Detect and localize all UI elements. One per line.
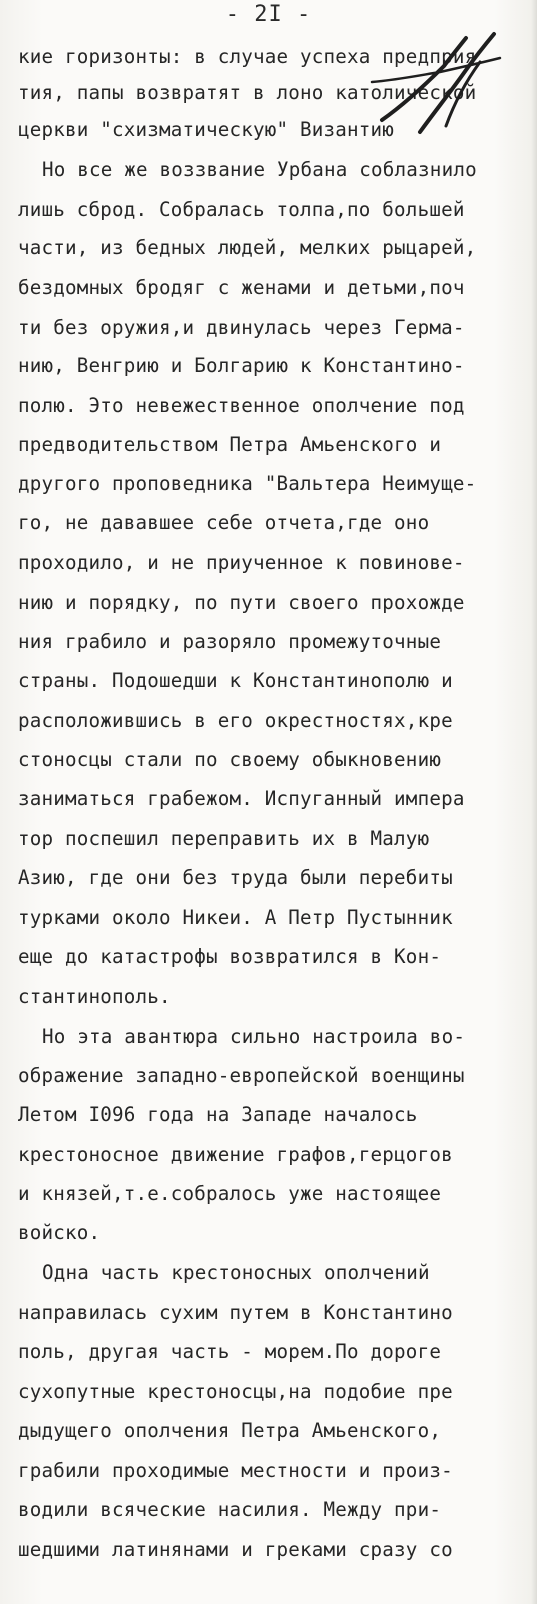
text-line: бездомных бродяг с женами и детьми,поч — [18, 276, 465, 299]
text-line: Летом I096 года на Западе началось — [18, 1103, 418, 1126]
text-line: предводительством Петра Амьенского и — [18, 433, 442, 456]
text-line: Одна часть крестоносных ополчений — [42, 1261, 430, 1284]
text-line: и князей,т.е.собралось уже настоящее — [18, 1182, 442, 1205]
text-line: поль, другая часть - морем.По дороге — [18, 1340, 442, 1363]
text-line: заниматься грабежом. Испуганный импера — [18, 787, 465, 810]
text-line: сухопутные крестоносцы,на подобие пре — [18, 1380, 453, 1403]
text-line: Азию, где они без труда были перебиты — [18, 866, 453, 889]
text-line: нию, Венгрию и Болгарию к Константино- — [18, 354, 465, 377]
text-line: нию и порядку, по пути своего прохожде — [18, 591, 465, 614]
text-line: направилась сухим путем в Константино — [18, 1301, 453, 1324]
text-line: дыдущего ополчения Петра Амьенского, — [18, 1419, 442, 1442]
text-line: турками около Никеи. А Петр Пустынник — [18, 906, 453, 929]
text-line: тия, папы возвратят в лоно католической — [18, 81, 477, 104]
text-line: еще до катастрофы возвратился в Кон- — [18, 945, 442, 968]
text-line: грабили проходимые местности и произ- — [18, 1459, 453, 1482]
text-line: другого проповедника "Вальтера Неимуще- — [18, 472, 477, 495]
text-line: расположившись в его окрестностях,кре — [18, 709, 453, 732]
text-line: кие горизонты: в случае успеха предприя — [18, 45, 477, 68]
text-line: полю. Это невежественное ополчение под — [18, 394, 465, 417]
text-line: Но эта авантюра сильно настроила во- — [42, 1025, 466, 1048]
text-line: водили всяческие насилия. Между при- — [18, 1498, 442, 1521]
text-line: церкви "схизматическую" Византию — [18, 118, 395, 141]
text-line: лишь сброд. Собралась толпа,по большей — [18, 198, 465, 221]
text-line: стоносцы стали по своему обыкновению — [18, 748, 442, 771]
text-line: ображение западно-европейской военщины — [18, 1064, 465, 1087]
page-edge-shadow — [531, 0, 537, 1604]
text-line: шедшими латинянами и греками сразу со — [18, 1538, 453, 1561]
text-line: го, не дававшее себе отчета,где оно — [18, 511, 430, 534]
page-number: - 2I - — [225, 2, 312, 27]
handwritten-mark-icon — [362, 28, 512, 148]
text-line: стантинополь. — [18, 985, 171, 1008]
text-line: ния грабило и разоряло промежуточные — [18, 630, 442, 653]
text-line: войско. — [18, 1221, 101, 1244]
text-line: крестоносное движение графов,герцогов — [18, 1143, 453, 1166]
text-line: страны. Подошедши к Константинополю и — [18, 669, 453, 692]
text-line: проходило, и не приученное к повинове- — [18, 551, 465, 574]
text-line: части, из бедных людей, мелких рыцарей, — [18, 236, 477, 259]
text-line: тор поспешил переправить их в Малую — [18, 827, 430, 850]
text-line: Но все же воззвание Урбана соблазнило — [42, 158, 477, 181]
text-line: ти без оружия,и двинулась через Герма- — [18, 316, 465, 339]
